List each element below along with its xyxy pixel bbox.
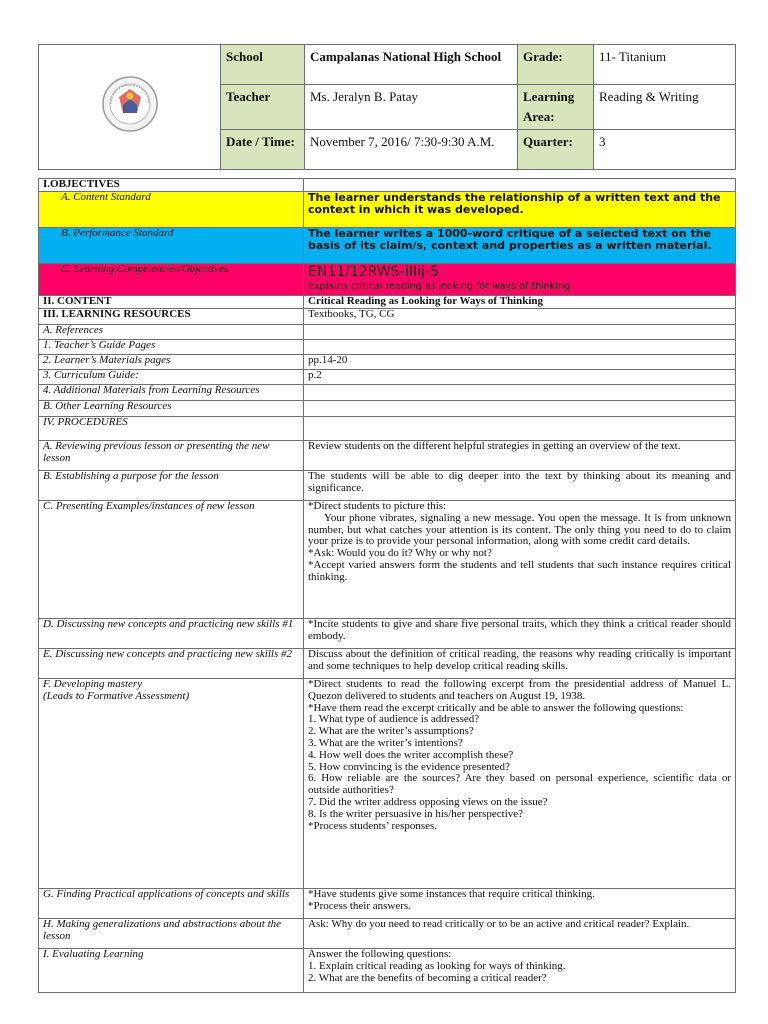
learners-materials-value: pp.14-20 — [304, 355, 736, 370]
procedure-g-label: G. Finding Practical applications of concepts and skills — [39, 889, 304, 919]
procedure-f-line: 6. How reliable are the sources? Are they based on personal experience, scientific data or outside authorities? — [308, 772, 731, 797]
logo-cell — [39, 45, 221, 170]
additional-materials-row — [39, 385, 736, 401]
lesson-plan-table — [38, 178, 736, 993]
teacher-label: Teacher — [221, 85, 305, 130]
procedure-i-text — [304, 949, 736, 993]
performance-standard-text: The learner writes a 1000-word critique of a selected text on the basis of its claim/s, context and properties as a written material. — [304, 228, 736, 264]
grade-label: Grade: — [518, 45, 594, 85]
performance-standard-label: B. Performance Standard — [39, 228, 304, 264]
procedure-f-row — [39, 679, 736, 889]
procedure-f-line: 2. What are the writer’s assumptions? — [308, 725, 474, 738]
date-time-value: November 7, 2016/ 7:30-9:30 A.M. — [305, 130, 518, 170]
date-time-label: Date / Time: — [221, 130, 305, 170]
content-standard-text: The learner understands the relationship of a written text and the context in which it was developed. — [304, 192, 736, 228]
performance-standard-row — [39, 228, 736, 264]
teachers-guide-row — [39, 340, 736, 355]
procedure-e-text: Discuss about the definition of critical reading, the reasons why reading critically is important and some techniques to help develop critical reading skills. — [304, 649, 736, 679]
procedure-e-row — [39, 649, 736, 679]
procedure-a-row — [39, 441, 736, 471]
procedure-f-line: 8. Is the writer persuasive in his/her perspective? — [308, 807, 524, 820]
teachers-guide-value — [304, 340, 736, 355]
objectives-heading: I.OBJECTIVES — [39, 179, 304, 192]
other-resources-row — [39, 401, 736, 417]
additional-materials-label: 4. Additional Materials from Learning Resources — [39, 385, 304, 401]
procedure-g-row — [39, 889, 736, 919]
competencies-row — [39, 264, 736, 296]
grade-value: 11- Titanium — [594, 45, 736, 85]
procedure-b-label: B. Establishing a purpose for the lesson — [39, 471, 304, 501]
content-value: Critical Reading as Looking for Ways of Thinking — [304, 296, 736, 309]
learning-area-label: Learning Area: — [518, 85, 594, 130]
procedure-f-line: 5. How convincing is the evidence presented? — [308, 760, 510, 773]
content-row — [39, 296, 736, 309]
school-value: Campalanas National High School — [305, 45, 518, 85]
procedure-f-line: 7. Did the writer address opposing views on the issue? — [308, 795, 548, 808]
procedure-i-line: 1. Explain critical reading as looking for ways of thinking. — [308, 959, 566, 972]
procedure-i-line: 2. What are the benefits of becoming a critical reader? — [308, 971, 547, 984]
content-heading: II. CONTENT — [39, 296, 304, 309]
content-standard-label: A. Content Standard — [39, 192, 304, 228]
procedure-f-line: 3. What are the writer’s intentions? — [308, 736, 463, 749]
quarter-value: 3 — [594, 130, 736, 170]
teacher-value: Ms. Jeralyn B. Patay — [305, 85, 518, 130]
school-label: School — [221, 45, 305, 85]
procedure-c-line: *Ask: Would you do it? Why or why not? — [308, 547, 492, 560]
resources-row — [39, 309, 736, 325]
objectives-row — [39, 179, 736, 192]
competencies-label: C. Learning Competencies/Objectives — [39, 264, 304, 296]
procedure-h-row — [39, 919, 736, 949]
references-row — [39, 325, 736, 340]
competency-text: Explains critical reading as looking for ways of thinking — [308, 281, 570, 292]
procedure-c-line: Your phone vibrates, signaling a new message. You open the message. It is from unknown number, but what catches your attention is its content. The only thing you need to do to claim your prize is to provide your personal information, along with some credit card details. — [308, 511, 731, 548]
procedure-a-label: A. Reviewing previous lesson or presenting the new lesson — [39, 441, 304, 471]
learners-materials-label: 2. Learner’s Materials pages — [39, 355, 304, 370]
procedure-f-sublabel: (Leads to Formative Assessment) — [43, 689, 190, 702]
procedure-f-label: F. Developing mastery — [43, 678, 143, 690]
quarter-label: Quarter: — [518, 130, 594, 170]
procedure-g-line: *Have students give some instances that require critical thinking. — [308, 888, 595, 900]
procedure-d-text: *Incite students to give and share five personal traits, which they think a critical reader should embody. — [304, 619, 736, 649]
procedure-f-line: 1. What type of audience is addressed? — [308, 713, 480, 726]
procedure-c-line: *Direct students to picture this: — [308, 500, 447, 512]
curriculum-guide-value: p.2 — [304, 370, 736, 385]
procedure-c-label: C. Presenting Examples/instances of new lesson — [39, 501, 304, 619]
procedure-g-text — [304, 889, 736, 919]
header-table — [38, 44, 736, 170]
procedure-b-row — [39, 471, 736, 501]
procedure-c-text — [304, 501, 736, 619]
procedure-d-row — [39, 619, 736, 649]
procedure-h-text: Ask: Why do you need to read critically or to be an active and critical reader? Explain. — [304, 919, 736, 949]
procedure-i-line: Answer the following questions: — [308, 948, 452, 960]
procedure-d-label: D. Discussing new concepts and practicing new skills #1 — [39, 619, 304, 649]
procedure-g-line: *Process their answers. — [308, 899, 411, 912]
curriculum-guide-label: 3. Curriculum Guide: — [39, 370, 304, 385]
procedures-heading: IV. PROCEDURES — [39, 417, 304, 441]
procedure-a-text: Review students on the different helpful strategies in getting an overview of the text. — [304, 441, 736, 471]
procedure-f-line: 4. How well does the writer accomplish these? — [308, 748, 514, 761]
content-standard-row — [39, 192, 736, 228]
deped-seal-icon — [101, 75, 159, 133]
procedure-i-label: I. Evaluating Learning — [39, 949, 304, 993]
procedure-c-row — [39, 501, 736, 619]
procedure-e-label: E. Discussing new concepts and practicing new skills #2 — [39, 649, 304, 679]
other-resources-label: B. Other Learning Resources — [39, 401, 304, 417]
teachers-guide-label: 1. Teacher’s Guide Pages — [39, 340, 304, 355]
procedure-f-text — [304, 679, 736, 889]
competency-code: EN11/12RWS-IIIij-5 — [308, 264, 439, 280]
references-label: A. References — [39, 325, 304, 340]
procedure-c-line: *Accept varied answers form the students and tell students that such instance requires critical thinking. — [308, 558, 731, 583]
procedures-row — [39, 417, 736, 441]
learning-area-value: Reading & Writing — [594, 85, 736, 130]
procedure-f-line: *Process students’ responses. — [308, 819, 438, 832]
resources-value: Textbooks, TG, CG — [304, 309, 736, 325]
other-resources-value — [304, 401, 736, 417]
additional-materials-value — [304, 385, 736, 401]
procedure-f-line: *Have them read the excerpt critically and be able to answer the following questions: — [308, 701, 684, 714]
curriculum-guide-row — [39, 370, 736, 385]
procedure-f-line: *Direct students to read the following excerpt from the presidential address of Manuel L. Quezon delivered to students and teachers on August 19, 1938. — [308, 678, 731, 702]
procedure-h-label: H. Making generalizations and abstractions about the lesson — [39, 919, 304, 949]
procedure-i-row — [39, 949, 736, 993]
procedure-b-text: The students will be able to dig deeper into the text by thinking about its meaning and significance. — [304, 471, 736, 501]
resources-heading: III. LEARNING RESOURCES — [39, 309, 304, 325]
learners-materials-row — [39, 355, 736, 370]
